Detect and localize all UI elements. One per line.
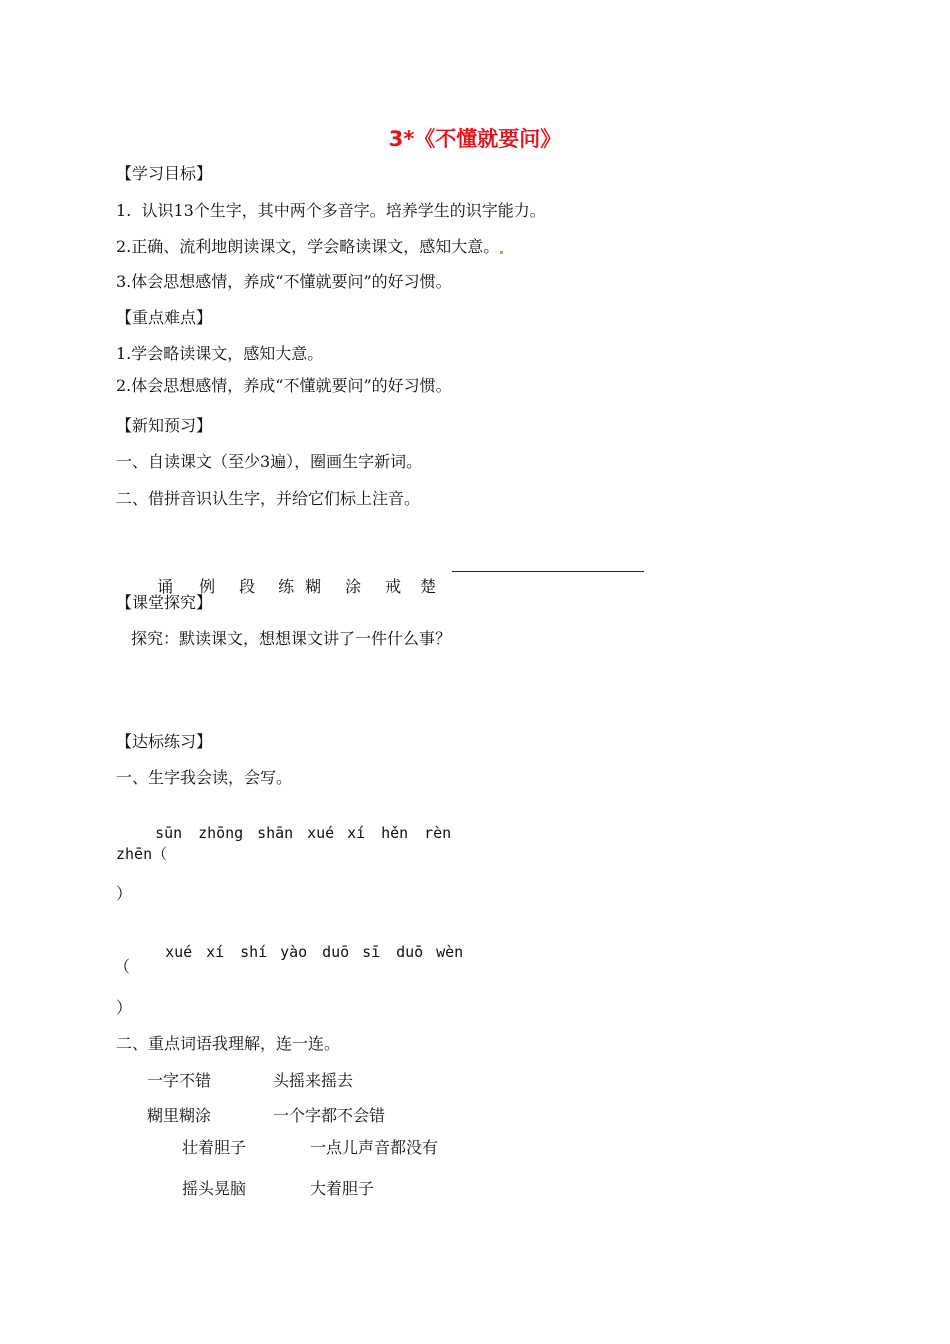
match-right-4: 大着胆子: [310, 1179, 375, 1198]
pinyin: sūn: [155, 824, 183, 842]
pinyin: duō: [322, 943, 350, 961]
preview-char: 练: [278, 577, 295, 596]
pinyin: xí: [206, 943, 225, 961]
pinyin: wèn: [436, 943, 464, 961]
match-left-3: 壮着胆子: [182, 1138, 247, 1157]
match-left-2: 糊里糊涂: [147, 1106, 212, 1125]
preview-char: 楚: [420, 577, 437, 596]
practice-header: 【达标练习】: [116, 732, 213, 751]
pinyin: rèn: [424, 824, 452, 842]
pinyin: zhōng: [198, 824, 244, 842]
objectives-header: 【学习目标】: [116, 164, 213, 183]
bracket-open-2: （: [114, 957, 131, 976]
pinyin: sī: [362, 943, 381, 961]
keypoint-item-1: 1.学会略读课文，感知大意。: [116, 344, 324, 363]
preview-char: 涂: [345, 577, 362, 596]
match-right-3: 一点儿声音都没有: [310, 1138, 439, 1157]
explore-header: 【课堂探究】: [116, 593, 213, 612]
preview-char: 段: [239, 577, 256, 596]
keypoint-item-2: 2.体会思想感情，养成“不懂就要问”的好习惯。: [116, 376, 452, 395]
pinyin-row-2: [147, 922, 476, 962]
practice-q2: 二、重点词语我理解，连一连。: [116, 1034, 341, 1053]
match-left-4: 摇头晃脑: [182, 1179, 247, 1198]
bracket-close-1: ）: [116, 884, 133, 903]
preview-item-1: 一、自读课文（至少3遍），圈画生字新词。: [116, 452, 423, 471]
match-right-2: 一个字都不会错: [273, 1106, 386, 1125]
pinyin: xué: [307, 824, 335, 842]
pinyin: duō: [396, 943, 424, 961]
pinyin: shān: [257, 824, 294, 842]
preview-char: 例: [199, 577, 216, 596]
preview-header: 【新知预习】: [116, 416, 213, 435]
pinyin-row-1-tail: zhēn（: [116, 845, 168, 863]
match-right-1: 头摇来摇去: [273, 1071, 354, 1090]
practice-q1: 一、生字我会读，会写。: [116, 768, 293, 787]
pinyin: hěn: [381, 824, 409, 842]
bracket-close-2: ）: [116, 998, 133, 1017]
page-title: 3*《不懂就要问》: [388, 127, 562, 151]
preview-char: 诵: [157, 577, 174, 596]
objective-item-1: 1. 认识13个生字，其中两个多音字。培养学生的识字能力。: [116, 201, 546, 220]
preview-char: 戒: [385, 577, 402, 596]
pinyin: xí: [347, 824, 366, 842]
preview-item-2: 二、借拼音识认生字，并给它们标上注音。: [116, 489, 421, 508]
preview-chars-row: [147, 557, 444, 597]
match-left-1: 一字不错: [147, 1071, 212, 1090]
edit-mark: [500, 251, 503, 254]
answer-underline: [452, 571, 644, 572]
pinyin: xué: [165, 943, 193, 961]
pinyin-row-1: [137, 803, 458, 843]
objective-item-3: 3.体会思想感情，养成“不懂就要问”的好习惯。: [116, 272, 452, 291]
pinyin: shí: [240, 943, 268, 961]
pinyin: yào: [280, 943, 308, 961]
objective-item-2: 2.正确、流利地朗读课文，学会略读课文，感知大意。: [116, 237, 500, 256]
explore-text: 探究：默读课文，想想课文讲了一件什么事？: [131, 629, 452, 648]
preview-char: 糊: [305, 577, 322, 596]
objective-item-2-row: [116, 237, 504, 257]
keypoints-header: 【重点难点】: [116, 308, 213, 327]
